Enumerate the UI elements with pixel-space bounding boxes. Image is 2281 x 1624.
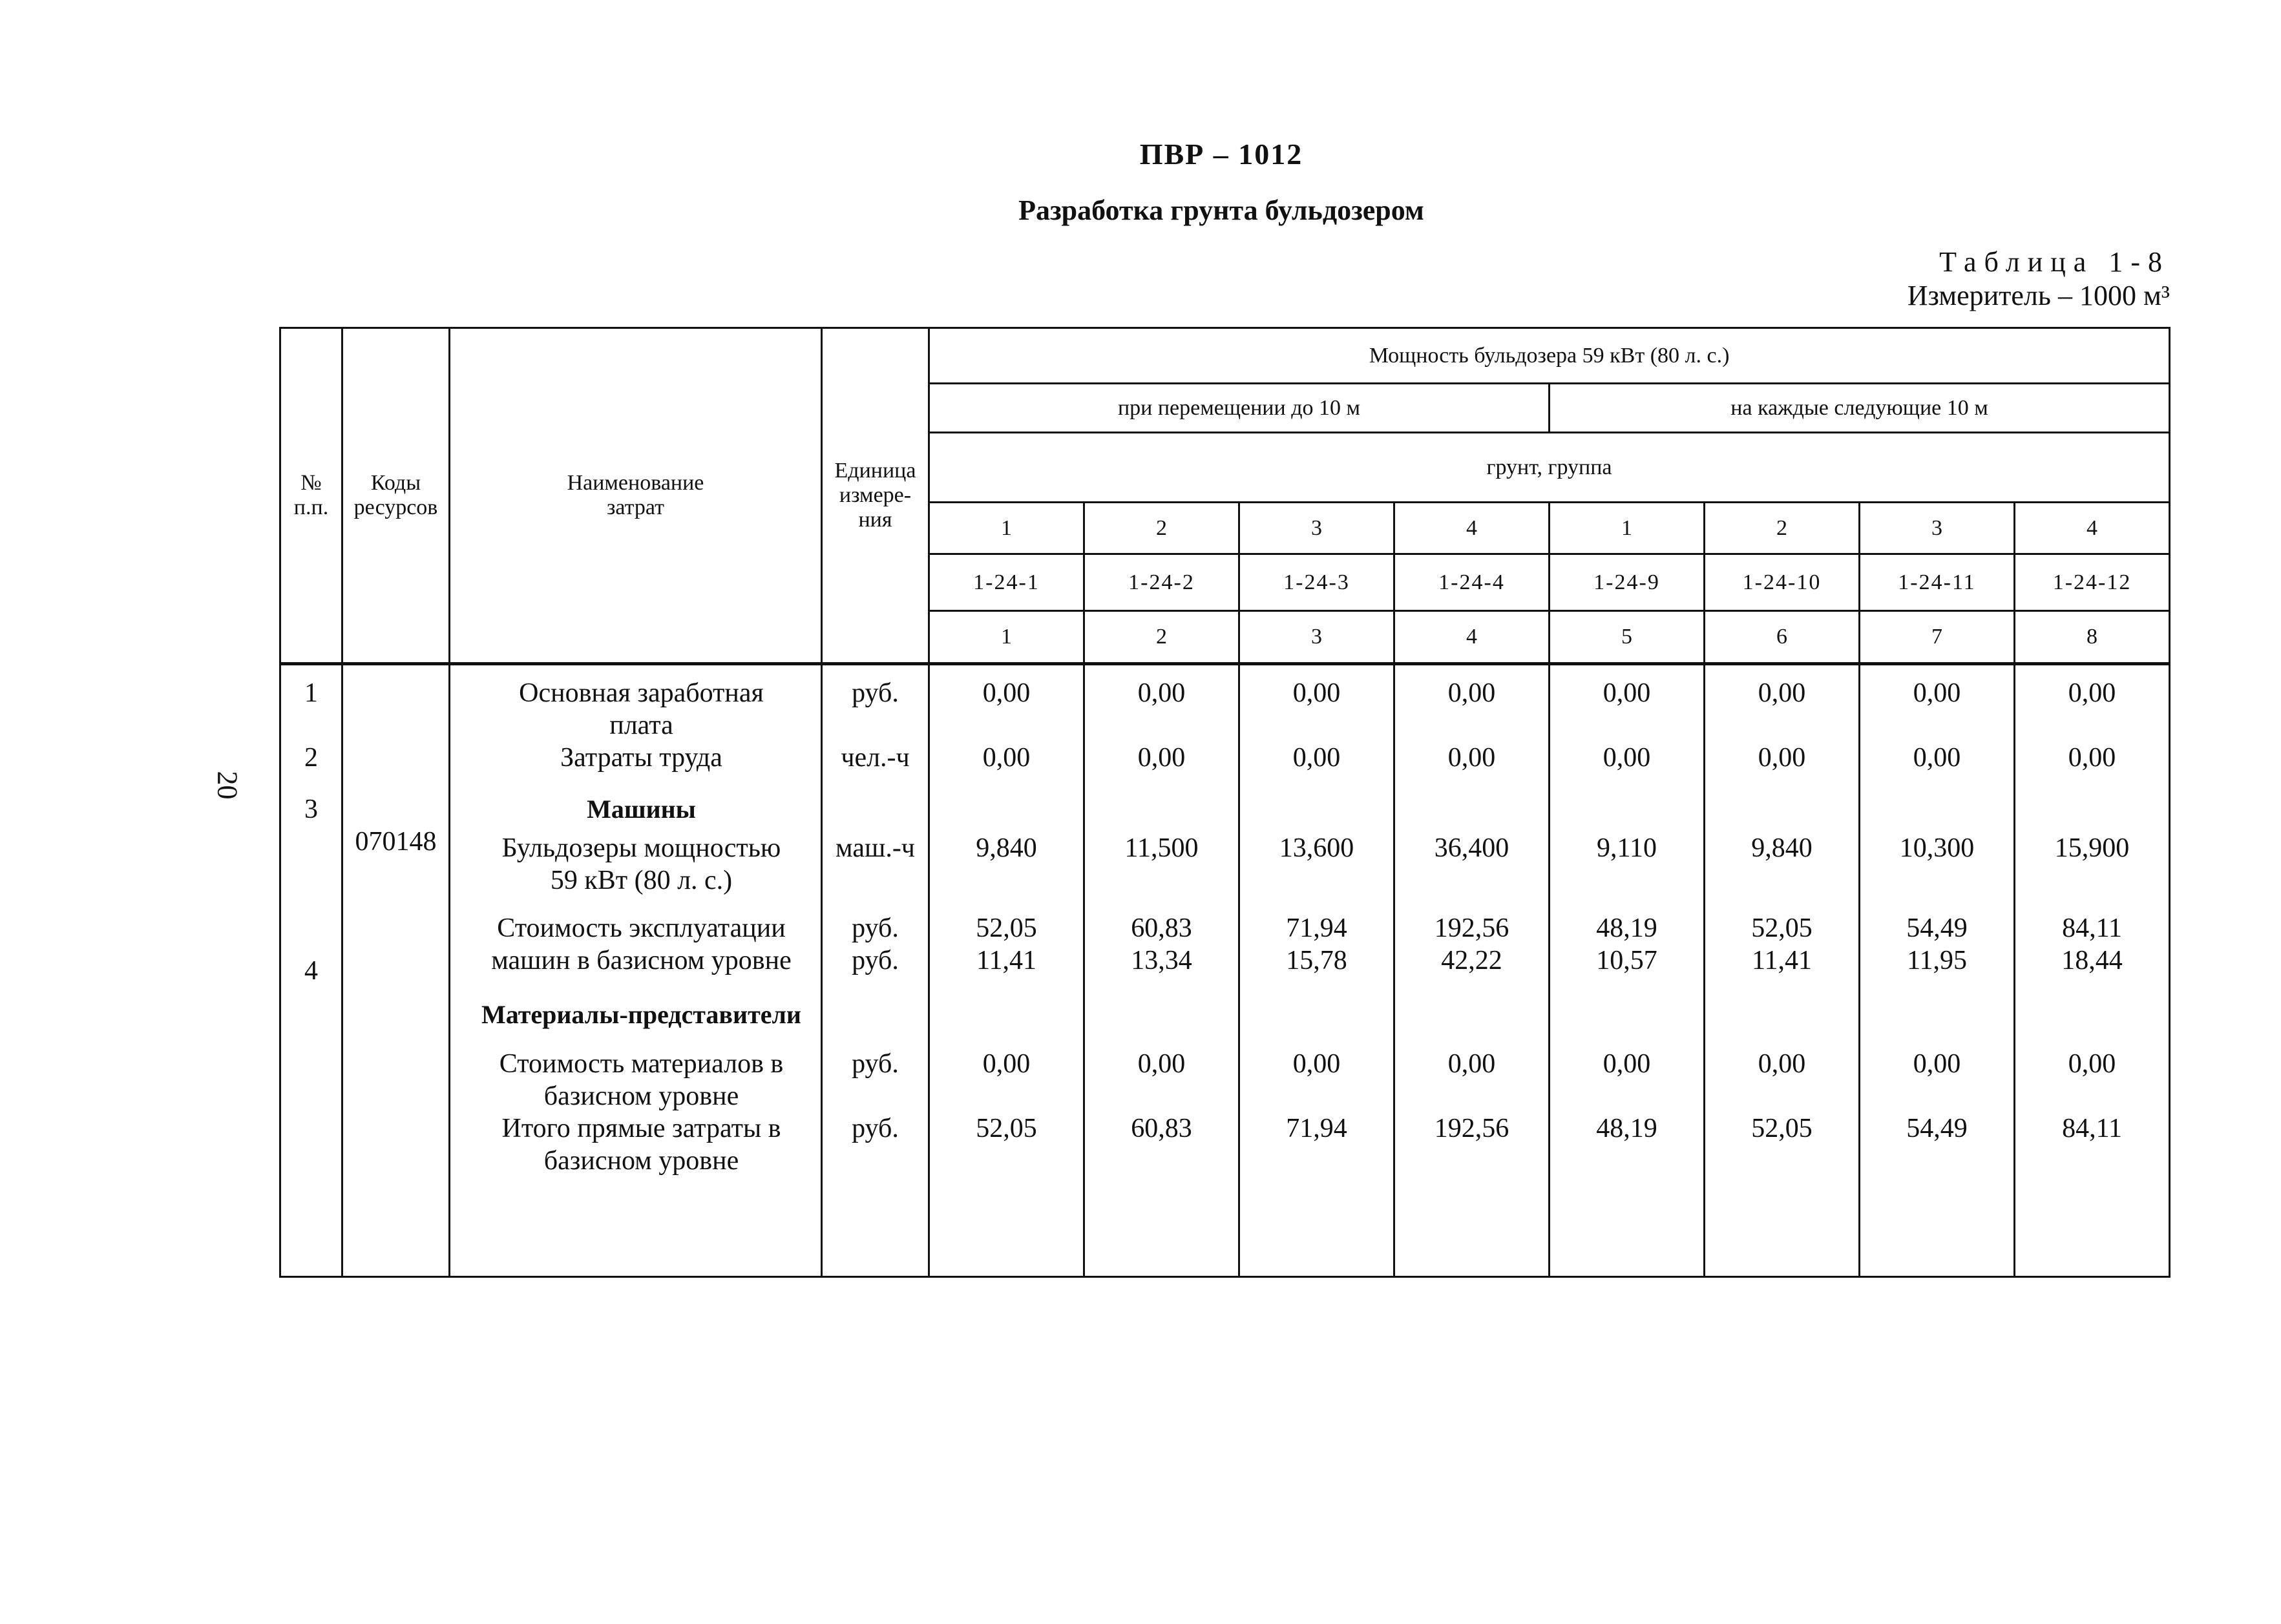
cost-name: Затраты труда [560,743,722,773]
norm-code-cell: 1-24-2 [1084,554,1239,611]
section-heading: Материалы-представители [481,1000,801,1029]
value-cell: 0,00 [1447,1049,1496,1079]
value-cell: 0,00 [1758,678,1806,708]
group-cell: 2 [1705,503,1860,554]
value-cell: 0,00 [1137,678,1186,708]
norm-code-cell: 1-24-3 [1239,554,1394,611]
value-cell: 0,00 [1447,743,1496,773]
value-cell: 0,00 [1292,678,1341,708]
header-name-line: Наименование [567,471,704,495]
value-column [1394,664,1550,1277]
value-cell: 52,05 [976,1114,1037,1143]
cost-name: Итого прямые затраты в [501,1114,781,1143]
value-cell: 60,83 [1131,1114,1192,1143]
row-number: 3 [304,795,318,824]
value-column [929,664,1084,1277]
value-cell: 9,840 [1751,833,1813,863]
value-cell: 11,500 [1124,833,1199,863]
row-number: 1 [304,678,318,708]
cost-name: Стоимость эксплуатации [497,913,786,943]
page-number: 20 [211,771,244,800]
units-column [822,664,929,1277]
value-cell: 36,400 [1434,833,1509,863]
document-code: ПВР – 1012 [1139,138,1303,171]
unit: чел.-ч [841,743,910,773]
value-cell: 84,11 [2062,1114,2123,1143]
header-unit-line: Единица [834,459,916,483]
norm-code-cell: 1-24-4 [1394,554,1550,611]
header-name-line: затрат [607,495,664,519]
unit: руб. [852,1114,899,1143]
cost-names-column [450,664,822,1277]
value-column [1239,664,1394,1277]
header-codes-line: Коды [370,471,421,495]
section-heading: Машины [587,795,696,824]
header-unit-line: ния [858,508,892,532]
value-cell: 0,00 [982,743,1031,773]
value-cell: 11,41 [1752,946,1812,975]
value-cell: 0,00 [2068,678,2116,708]
unit: маш.-ч [836,833,915,863]
column-number: 3 [1239,611,1394,664]
header-codes [342,328,450,664]
value-cell: 0,00 [1603,1049,1651,1079]
value-cell: 52,05 [1751,1114,1813,1143]
header-codes-line: ресурсов [353,495,438,519]
value-cell: 0,00 [982,678,1031,708]
norm-code-cell: 1-24-9 [1550,554,1705,611]
value-cell: 0,00 [1137,1049,1186,1079]
value-column [1705,664,1860,1277]
value-cell: 48,19 [1596,1114,1657,1143]
group-cell: 2 [1084,503,1239,554]
header-move: при перемещении до 10 м [929,384,1550,433]
table-body [280,664,2170,1277]
unit: руб. [852,913,899,943]
group-cell: 3 [1239,503,1394,554]
column-number: 4 [1394,611,1550,664]
value-cell: 52,05 [976,913,1037,943]
header-soil: грунт, группа [929,433,2170,503]
value-cell: 71,94 [1286,913,1347,943]
group-cell: 4 [2015,503,2170,554]
norm-code-cell: 1-24-10 [1705,554,1860,611]
norm-code-cell: 1-24-1 [929,554,1084,611]
value-cell: 42,22 [1441,946,1502,975]
row-numbers-column [280,664,342,1277]
document-title: Разработка грунта бульдозером [1018,194,1424,226]
value-cell: 0,00 [1447,678,1496,708]
cost-name: Основная заработная [519,678,764,708]
column-number: 1 [929,611,1084,664]
norm-code-cell: 1-24-12 [2015,554,2170,611]
value-cell: 0,00 [1758,1049,1806,1079]
cost-name: машин в базисном уровне [491,946,792,975]
measure-unit: Измеритель – 1000 м³ [1907,280,2170,311]
value-cell: 9,840 [976,833,1037,863]
value-cell: 52,05 [1751,913,1813,943]
value-cell: 0,00 [1137,743,1186,773]
resource-code: 070148 [355,827,437,857]
value-cell: 10,300 [1899,833,1975,863]
value-cell: 15,78 [1286,946,1347,975]
header-name [450,328,822,664]
norm-code-cell: 1-24-11 [1860,554,2015,611]
resource-codes-column [342,664,450,1277]
value-cell: 13,600 [1279,833,1354,863]
value-cell: 0,00 [1913,743,1961,773]
cost-name: базисном уровне [543,1081,739,1111]
value-cell: 192,56 [1434,1114,1509,1143]
value-cell: 0,00 [1913,1049,1961,1079]
value-cell: 9,110 [1597,833,1657,863]
value-cell: 48,19 [1596,913,1657,943]
header-unit [822,328,929,664]
value-cell: 0,00 [2068,1049,2116,1079]
header-num-line: п.п. [293,495,329,519]
value-cell: 0,00 [1292,1049,1341,1079]
cost-name: Стоимость материалов в [499,1049,784,1079]
value-cell: 18,44 [2061,946,2123,975]
value-cell: 54,49 [1906,1114,1968,1143]
column-number: 7 [1860,611,2015,664]
value-cell: 54,49 [1906,913,1968,943]
value-column [1084,664,1239,1277]
cost-name: базисном уровне [543,1146,739,1176]
cost-name: плата [609,711,673,740]
unit: руб. [852,1049,899,1079]
value-cell: 0,00 [1603,678,1651,708]
value-cell: 15,900 [2054,833,2130,863]
value-cell: 71,94 [1286,1114,1347,1143]
group-cell: 3 [1860,503,2015,554]
header-num [280,328,342,664]
value-cell: 11,95 [1907,946,1967,975]
header-unit-line: измере- [839,483,912,507]
value-column [1860,664,2015,1277]
row-number: 4 [304,956,318,986]
value-cell: 192,56 [1434,913,1509,943]
table-label: Таблица 1-8 [1939,246,2170,278]
column-number: 8 [2015,611,2170,664]
value-cell: 13,34 [1131,946,1192,975]
value-cell: 60,83 [1131,913,1192,943]
resource-table [279,327,2171,1278]
unit: руб. [852,946,899,975]
cost-name: 59 кВт (80 л. с.) [550,866,733,895]
header-num-line: № [300,471,322,495]
value-cell: 11,41 [976,946,1036,975]
column-number: 5 [1550,611,1705,664]
cost-name: Бульдозеры мощностью [501,833,781,863]
value-column [2015,664,2170,1277]
unit: руб. [852,678,899,708]
value-cell: 0,00 [982,1049,1031,1079]
header-power: Мощность бульдозера 59 кВт (80 л. с.) [929,328,2170,384]
header-each: на каждые следующие 10 м [1550,384,2170,433]
column-number: 2 [1084,611,1239,664]
value-cell: 84,11 [2062,913,2123,943]
value-cell: 0,00 [1758,743,1806,773]
group-cell: 1 [929,503,1084,554]
group-cell: 1 [1550,503,1705,554]
row-number: 2 [304,743,318,773]
value-cell: 0,00 [1292,743,1341,773]
column-number: 6 [1705,611,1860,664]
value-cell: 10,57 [1596,946,1657,975]
value-cell: 0,00 [2068,743,2116,773]
value-cell: 0,00 [1603,743,1651,773]
value-cell: 0,00 [1913,678,1961,708]
value-column [1550,664,1705,1277]
group-cell: 4 [1394,503,1550,554]
